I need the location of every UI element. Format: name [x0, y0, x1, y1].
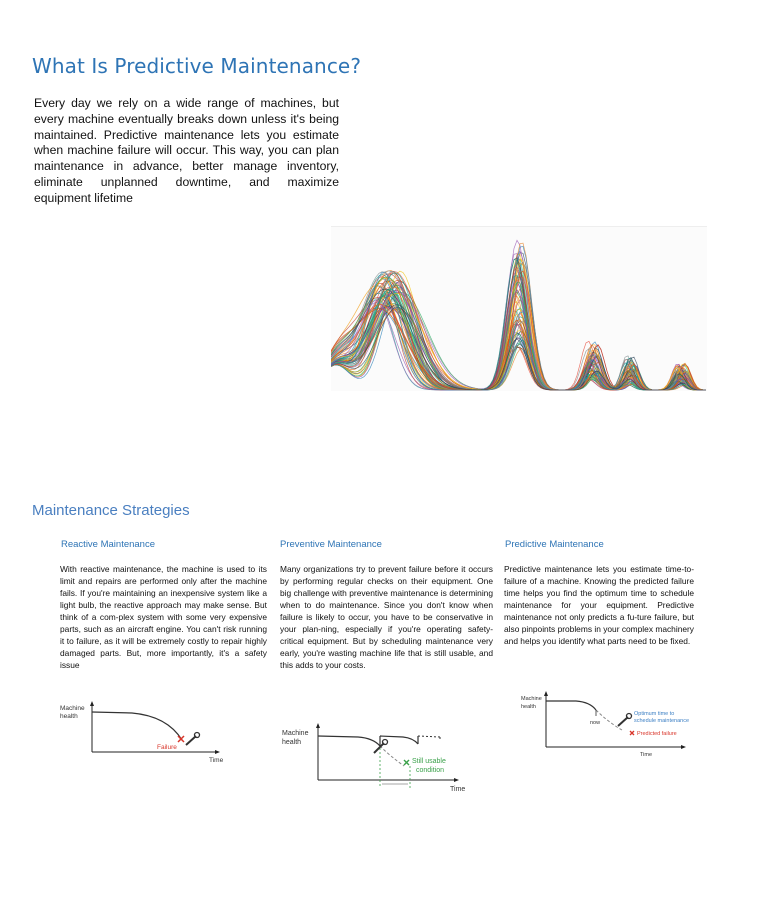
diagram-y-label: health — [282, 739, 302, 746]
diagram-y-label: Machine — [521, 696, 542, 702]
predictive-heading: Predictive Maintenance — [505, 539, 604, 550]
diagram-y-label: Machine — [60, 705, 85, 712]
wrench-icon — [618, 714, 632, 727]
vibration-waves-image — [331, 226, 707, 391]
diagram-x-label: Time — [640, 752, 653, 758]
diagram-y-label: health — [60, 713, 78, 720]
preventive-diagram — [278, 722, 468, 794]
wrench-icon — [186, 733, 200, 746]
failure-label: Failure — [157, 744, 177, 751]
still-usable-label: Still usable — [412, 758, 446, 765]
preventive-heading: Preventive Maintenance — [280, 539, 382, 550]
diagram-x-label: Time — [209, 757, 224, 764]
diagram-y-label: Machine — [282, 730, 309, 737]
predicted-failure-label: Predicted failure — [637, 731, 677, 737]
reactive-heading: Reactive Maintenance — [61, 539, 155, 550]
failure-x-icon — [178, 736, 184, 742]
predictive-diagram — [518, 690, 693, 758]
page-title: What Is Predictive Maintenance? — [32, 54, 362, 78]
still-usable-label: condition — [416, 767, 445, 774]
diagram-y-label: health — [521, 704, 536, 710]
now-label: now — [590, 720, 601, 726]
predictive-text: Predictive maintenance lets you estimate time-to-failure of a machine. Knowing the predicted failure time helps you find the optimum time to schedule maintenance for your equipment. Predictive maintenance not only predicts a fu-ture failure, but also pinpoints problems in your complex machinery and helps you identify what parts need to be fixed. — [504, 564, 694, 646]
wave-curve — [331, 271, 706, 390]
optimum-label: schedule maintenance — [634, 718, 690, 724]
reactive-text: With reactive maintenance, the machine is used to its limit and repairs are performed only after the machine fails. If you're maintaining an inexpensive system like a light bulb, the reactive approach may make sense. But think of a com-plex system with some very expensive parts, such as an aircraft engine. You can't risk running it to failure, as it will be extremely costly to repair highly damaged parts. But, more importantly, it's a safety issue — [60, 564, 267, 670]
predicted-failure-x-icon — [630, 731, 634, 735]
check-x-icon — [404, 760, 409, 765]
optimum-label: Optimum time to — [634, 711, 675, 717]
intro-paragraph: Every day we rely on a wide range of machines, but every machine eventually breaks down unless it's being maintained. Predictive maintenance lets you estimate when machine failure will occur. This way, you can plan maintenance in advance, better manage inventory, eliminate unplanned downtime, and maximize equipment lifetime — [34, 96, 339, 205]
preventive-text: Many organizations try to prevent failure before it occurs by performing regular checks on their equipment. One big challenge with preventive maintenance is determining when to do maintenance. Since you don't know when failure is likely to occur, you have to be conservative in your plan-ning, especially if you're operating safety-critical equipment. But by scheduling maintenance very early, you're wasting machine life that is still usable, and this adds to your costs. — [280, 564, 493, 670]
wave-curve — [331, 296, 706, 390]
wave-curve — [331, 309, 706, 390]
section-title: Maintenance Strategies — [32, 502, 190, 519]
diagram-x-label: Time — [450, 786, 466, 793]
reactive-diagram — [57, 700, 229, 766]
wave-curve — [331, 309, 706, 390]
